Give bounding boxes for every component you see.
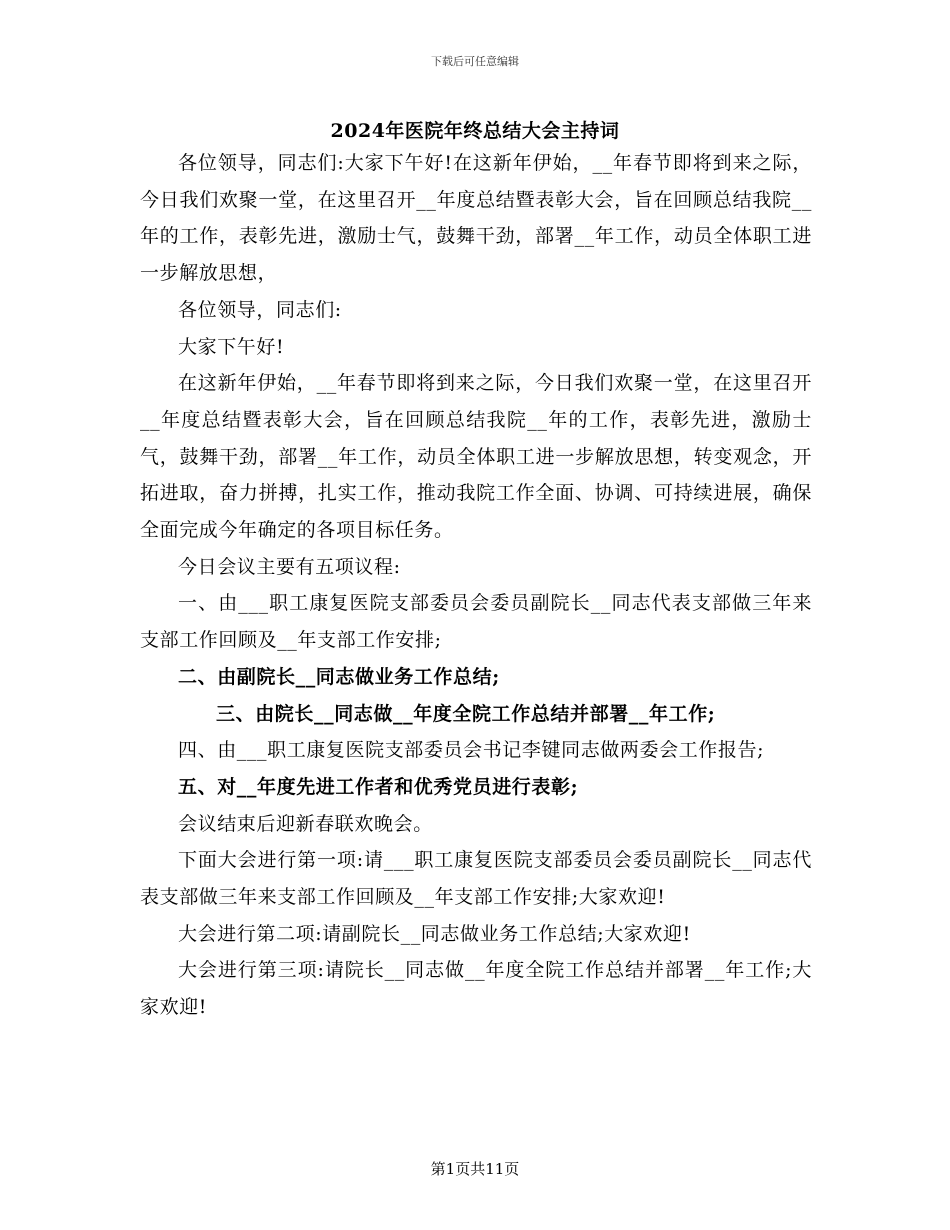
document-title: 2024年医院年终总结大会主持词: [330, 120, 620, 142]
paragraph-item-2-intro: 大会进行第二项:请副院长__同志做业务工作总结;大家欢迎!: [178, 922, 691, 945]
agenda-item-1: 一、由___职工康复医院支部委员会委员副院长__同志代表支部做三年来支部工作回顾及__年支部工作安排;: [140, 592, 812, 652]
page-footer: 第1页共11页: [430, 1160, 520, 1178]
agenda-item-4: 四、由___职工康复医院支部委员会书记李键同志做两委会工作报告;: [178, 739, 765, 762]
paragraph-1: 各位领导，同志们:大家下午好!在这新年伊始，__年春节即将到来之际，今日我们欢聚一堂，在这里召开__年度总结暨表彰大会，旨在回顾总结我院__年的工作，表彰先进，激励士气，鼓舞干劲，部署__年工作，动员全体职工进一步解放思想，: [140, 152, 812, 285]
paragraph-5: 今日会议主要有五项议程:: [178, 555, 401, 578]
agenda-item-2: 二、由副院长__同志做业务工作总结;: [178, 665, 500, 688]
document-body: [140, 145, 812, 1026]
paragraph-item-1-intro: 下面大会进行第一项:请___职工康复医院支部委员会委员副院长__同志代表支部做三年来支部工作回顾及__年支部工作安排;大家欢迎!: [140, 849, 812, 909]
agenda-item-5: 五、对__年度先进工作者和优秀党员进行表彰;: [178, 775, 579, 798]
agenda-item-3: 三、由院长__同志做__年度全院工作总结并部署__年工作;: [216, 702, 716, 725]
paragraph-2: 各位领导，同志们:: [178, 298, 342, 321]
paragraph-closing-note: 会议结束后迎新春联欢晚会。: [178, 812, 433, 835]
page-header: 下载后可任意编辑: [431, 55, 519, 68]
paragraph-item-3-intro: 大会进行第三项:请院长__同志做__年度全院工作总结并部署__年工作;大家欢迎!: [140, 959, 812, 1019]
paragraph-3: 大家下午好!: [178, 335, 285, 358]
paragraph-4: 在这新年伊始，__年春节即将到来之际，今日我们欢聚一堂，在这里召开__年度总结暨表彰大会，旨在回顾总结我院__年的工作，表彰先进，激励士气，鼓舞干劲，部署__年工作，动员全体职工进一步解放思想，转变观念，开拓进取，奋力拼搏，扎实工作，推动我院工作全面、协调、可持续进展，确保全面完成今年确定的各项目标任务。: [140, 372, 812, 542]
